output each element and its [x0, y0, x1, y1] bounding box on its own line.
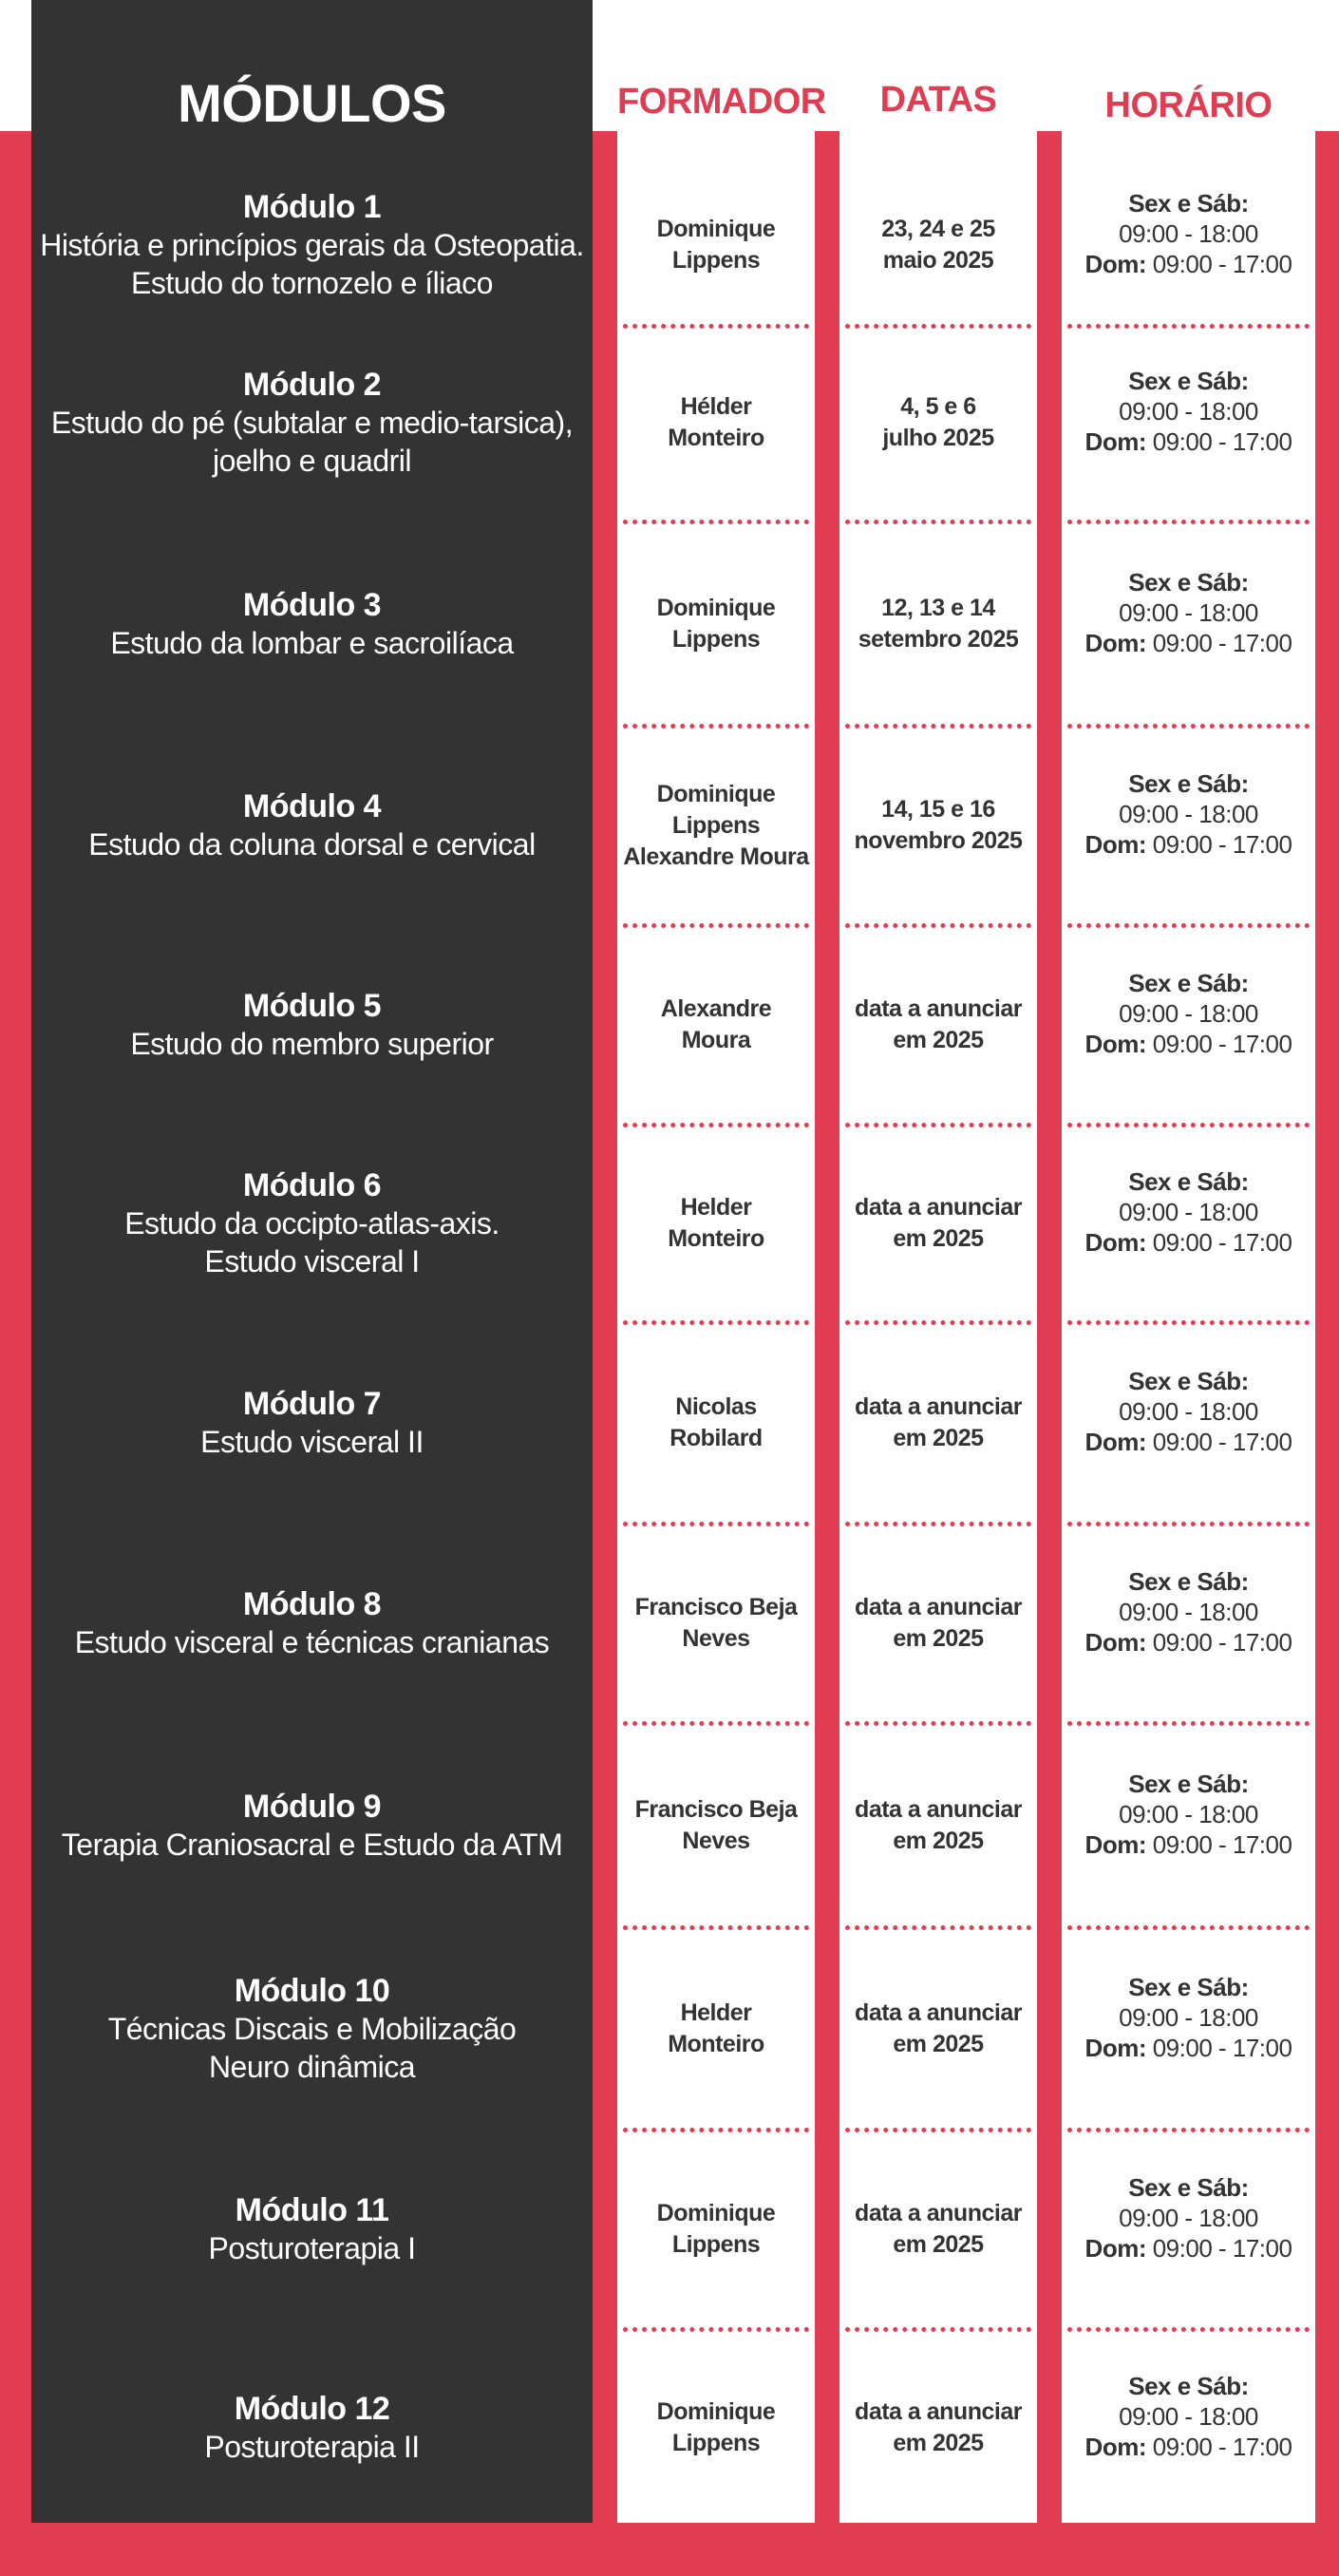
- dom-line: [1085, 1029, 1292, 1059]
- module-cell: [31, 166, 593, 323]
- horario-cell: [1062, 1715, 1315, 1912]
- datas-cell: data a anunciar em 2025: [855, 1393, 1022, 1451]
- header-modulos: MÓDULOS: [178, 73, 446, 133]
- sexsab-label: Sex e Sáb:: [1128, 2372, 1249, 2400]
- dotted-separator: [845, 1721, 1031, 1726]
- sexsab-time: 09:00 - 18:00: [1119, 597, 1258, 627]
- module-cell: [31, 1326, 593, 1520]
- dom-time: 09:00 - 17:00: [1152, 2234, 1292, 2263]
- module-title: Módulo 4: [242, 788, 382, 824]
- sexsab-label: Sex e Sáb:: [1128, 2173, 1249, 2202]
- datas-cell: data a anunciar em 2025: [855, 995, 1022, 1053]
- formador-cell: Nicolas Robilard: [670, 1393, 763, 1451]
- formador-cell: Francisco Beja Neves: [634, 1594, 798, 1652]
- dotted-separator: [623, 2327, 809, 2332]
- dom-line: [1085, 249, 1292, 279]
- module-title: Módulo 2: [242, 367, 382, 403]
- module-description: Estudo do pé (subtalar e medio-tarsica), joelho e quadril: [50, 406, 574, 478]
- horario-cell: [1062, 718, 1315, 910]
- dom-time: 09:00 - 17:00: [1152, 427, 1292, 456]
- module-cell: [31, 1128, 593, 1318]
- dotted-separator: [845, 2128, 1031, 2132]
- module-description: Posturoterapia I: [208, 2231, 416, 2265]
- dom-time: 09:00 - 17:00: [1152, 1428, 1292, 1456]
- horario-cell: [1062, 2321, 1315, 2511]
- module-cell: [31, 2333, 593, 2523]
- formador-cell: Dominique Lippens: [656, 594, 776, 653]
- sexsab-time: 09:00 - 18:00: [1119, 1198, 1258, 1226]
- dom-time: 09:00 - 17:00: [1152, 1628, 1292, 1657]
- formador-cell: Francisco Beja Neves: [634, 1795, 798, 1854]
- datas-cell: 12, 13 e 14 setembro 2025: [858, 594, 1019, 653]
- module-title: Módulo 11: [235, 2192, 389, 2228]
- dotted-separator: [845, 1925, 1031, 1930]
- formador-cell: Helder Monteiro: [668, 1998, 764, 2057]
- dotted-separator: [845, 1522, 1031, 1526]
- module-cell: [31, 1727, 593, 1923]
- dotted-separator: [623, 2128, 809, 2132]
- dotted-separator: [845, 1320, 1031, 1325]
- dom-label: Dom:: [1084, 1030, 1146, 1058]
- dom-label: Dom:: [1084, 830, 1146, 859]
- dom-label: Dom:: [1084, 427, 1146, 456]
- formador-cell: Dominique Lippens Alexandre Moura: [623, 780, 809, 870]
- dom-time: 09:00 - 17:00: [1152, 628, 1292, 657]
- module-description: Estudo da occipto-atlas-axis. Estudo visceral I: [124, 1206, 500, 1279]
- horario-cell: [1062, 1516, 1315, 1708]
- dotted-separator: [623, 1721, 809, 1726]
- dom-label: Dom:: [1084, 2033, 1146, 2062]
- horario-cell: [1062, 1315, 1315, 1508]
- dom-line: [1085, 426, 1292, 457]
- dom-label: Dom:: [1084, 1628, 1146, 1657]
- module-cell: [31, 929, 593, 1121]
- module-description: Estudo da lombar e sacroilíaca: [110, 625, 514, 660]
- dom-line: [1085, 628, 1292, 658]
- sexsab-time: 09:00 - 18:00: [1119, 1598, 1258, 1626]
- sexsab-time: 09:00 - 18:00: [1119, 2204, 1258, 2232]
- sexsab-label: Sex e Sáb:: [1128, 1972, 1249, 2001]
- dotted-separator: [845, 2327, 1031, 2332]
- formador-cell: Dominique Lippens: [656, 215, 776, 274]
- sexsab-label: Sex e Sáb:: [1128, 1367, 1249, 1395]
- module-cell: [31, 729, 593, 921]
- module-description: Estudo visceral II: [200, 1425, 424, 1459]
- module-cell: [31, 328, 593, 518]
- module-title: Módulo 7: [242, 1386, 382, 1422]
- dom-time: 09:00 - 17:00: [1152, 1030, 1292, 1058]
- horario-cell: [1062, 155, 1315, 312]
- module-cell: [31, 1527, 593, 1719]
- dom-label: Dom:: [1084, 249, 1146, 278]
- sexsab-time: 09:00 - 18:00: [1119, 218, 1258, 248]
- header-horario: HORÁRIO: [1104, 85, 1273, 125]
- sexsab-label: Sex e Sáb:: [1128, 1167, 1249, 1196]
- dom-line: [1085, 1829, 1292, 1860]
- dom-line: [1085, 2033, 1292, 2063]
- dom-line: [1085, 2233, 1292, 2263]
- dotted-separator: [623, 1320, 809, 1325]
- sexsab-time: 09:00 - 18:00: [1119, 1799, 1258, 1828]
- sexsab-time: 09:00 - 18:00: [1119, 999, 1258, 1028]
- datas-cell: data a anunciar em 2025: [855, 1194, 1022, 1252]
- dom-line: [1085, 2432, 1292, 2462]
- module-cell: [31, 525, 593, 722]
- module-title: Módulo 9: [242, 1788, 382, 1825]
- dom-time: 09:00 - 17:00: [1152, 2433, 1292, 2461]
- module-description: Estudo do membro superior: [130, 1027, 494, 1061]
- dom-line: [1085, 1627, 1292, 1657]
- datas-cell: data a anunciar em 2025: [855, 2200, 1022, 2258]
- datas-cell: data a anunciar em 2025: [855, 2398, 1022, 2456]
- dom-line: [1085, 829, 1292, 860]
- dom-time: 09:00 - 17:00: [1152, 1829, 1292, 1859]
- horario-cell: [1062, 1920, 1315, 2114]
- module-description: Estudo da coluna dorsal e cervical: [88, 827, 536, 862]
- module-title: Módulo 3: [242, 586, 382, 623]
- module-title: Módulo 12: [234, 2391, 390, 2427]
- dom-label: Dom:: [1084, 1228, 1146, 1257]
- formador-cell: Hélder Monteiro: [668, 393, 764, 451]
- sexsab-label: Sex e Sáb:: [1128, 567, 1249, 597]
- dotted-separator: [845, 724, 1031, 729]
- sexsab-time: 09:00 - 18:00: [1119, 397, 1258, 426]
- dom-label: Dom:: [1084, 2234, 1146, 2263]
- dom-label: Dom:: [1084, 628, 1146, 657]
- dotted-separator: [623, 1522, 809, 1526]
- datas-cell: 14, 15 e 16 novembro 2025: [854, 796, 1023, 854]
- module-cell: [31, 2133, 593, 2325]
- module-title: Módulo 8: [242, 1586, 382, 1622]
- sexsab-time: 09:00 - 18:00: [1119, 2402, 1258, 2431]
- module-title: Módulo 6: [242, 1167, 382, 1203]
- datas-cell: data a anunciar em 2025: [855, 1594, 1022, 1652]
- sexsab-time: 09:00 - 18:00: [1119, 1397, 1258, 1426]
- module-description: Técnicas Discais e Mobilização Neuro dinâmica: [107, 2011, 517, 2084]
- dotted-separator: [623, 1123, 809, 1127]
- dotted-separator: [623, 1925, 809, 1930]
- formador-cell: Dominique Lippens: [656, 2398, 776, 2456]
- dom-label: Dom:: [1084, 1428, 1146, 1456]
- dom-time: 09:00 - 17:00: [1152, 249, 1292, 278]
- dom-time: 09:00 - 17:00: [1152, 1228, 1292, 1257]
- dotted-separator: [845, 520, 1031, 524]
- datas-cell: 4, 5 e 6 julho 2025: [882, 393, 994, 451]
- horario-cell: [1062, 2122, 1315, 2314]
- dotted-separator: [845, 1123, 1031, 1127]
- sexsab-label: Sex e Sáb:: [1128, 188, 1249, 218]
- sexsab-label: Sex e Sáb:: [1128, 769, 1249, 798]
- dom-time: 09:00 - 17:00: [1152, 2033, 1292, 2062]
- horario-cell: [1062, 1117, 1315, 1307]
- dom-label: Dom:: [1084, 1829, 1146, 1859]
- sexsab-label: Sex e Sáb:: [1128, 1769, 1249, 1798]
- module-description: História e princípios gerais da Osteopatia. Estudo do tornozelo e íliaco: [40, 227, 584, 300]
- dom-line: [1085, 1227, 1292, 1258]
- dotted-separator: [623, 724, 809, 729]
- dom-label: Dom:: [1084, 2433, 1146, 2461]
- module-cell: [31, 1931, 593, 2126]
- horario-cell: [1062, 918, 1315, 1109]
- module-title: Módulo 10: [234, 1972, 390, 2009]
- datas-cell: 23, 24 e 25 maio 2025: [881, 215, 995, 274]
- formador-cell: Helder Monteiro: [668, 1194, 764, 1252]
- module-title: Módulo 5: [242, 988, 382, 1024]
- formador-cell: Dominique Lippens: [656, 2200, 776, 2258]
- dotted-separator: [623, 923, 809, 928]
- sexsab-time: 09:00 - 18:00: [1119, 2002, 1258, 2032]
- formador-cell: Alexandre Moura: [660, 995, 772, 1053]
- sexsab-label: Sex e Sáb:: [1128, 969, 1249, 997]
- module-title: Módulo 1: [242, 188, 382, 225]
- horario-cell: [1062, 514, 1315, 710]
- dom-time: 09:00 - 17:00: [1152, 830, 1292, 859]
- module-description: Terapia Craniosacral e Estudo da ATM: [61, 1827, 563, 1862]
- horario-cell: [1062, 316, 1315, 506]
- dotted-separator: [623, 520, 809, 524]
- dotted-separator: [845, 923, 1031, 928]
- sexsab-label: Sex e Sáb:: [1128, 367, 1249, 395]
- datas-cell: data a anunciar em 2025: [855, 1998, 1022, 2057]
- header-datas: DATAS: [879, 80, 997, 120]
- sexsab-time: 09:00 - 18:00: [1119, 800, 1258, 828]
- dom-line: [1085, 1427, 1292, 1457]
- module-description: Posturoterapia II: [204, 2430, 420, 2464]
- header-formador: FORMADOR: [617, 82, 826, 122]
- sexsab-label: Sex e Sáb:: [1128, 1567, 1249, 1596]
- datas-cell: data a anunciar em 2025: [855, 1795, 1022, 1854]
- module-description: Estudo visceral e técnicas cranianas: [74, 1625, 550, 1659]
